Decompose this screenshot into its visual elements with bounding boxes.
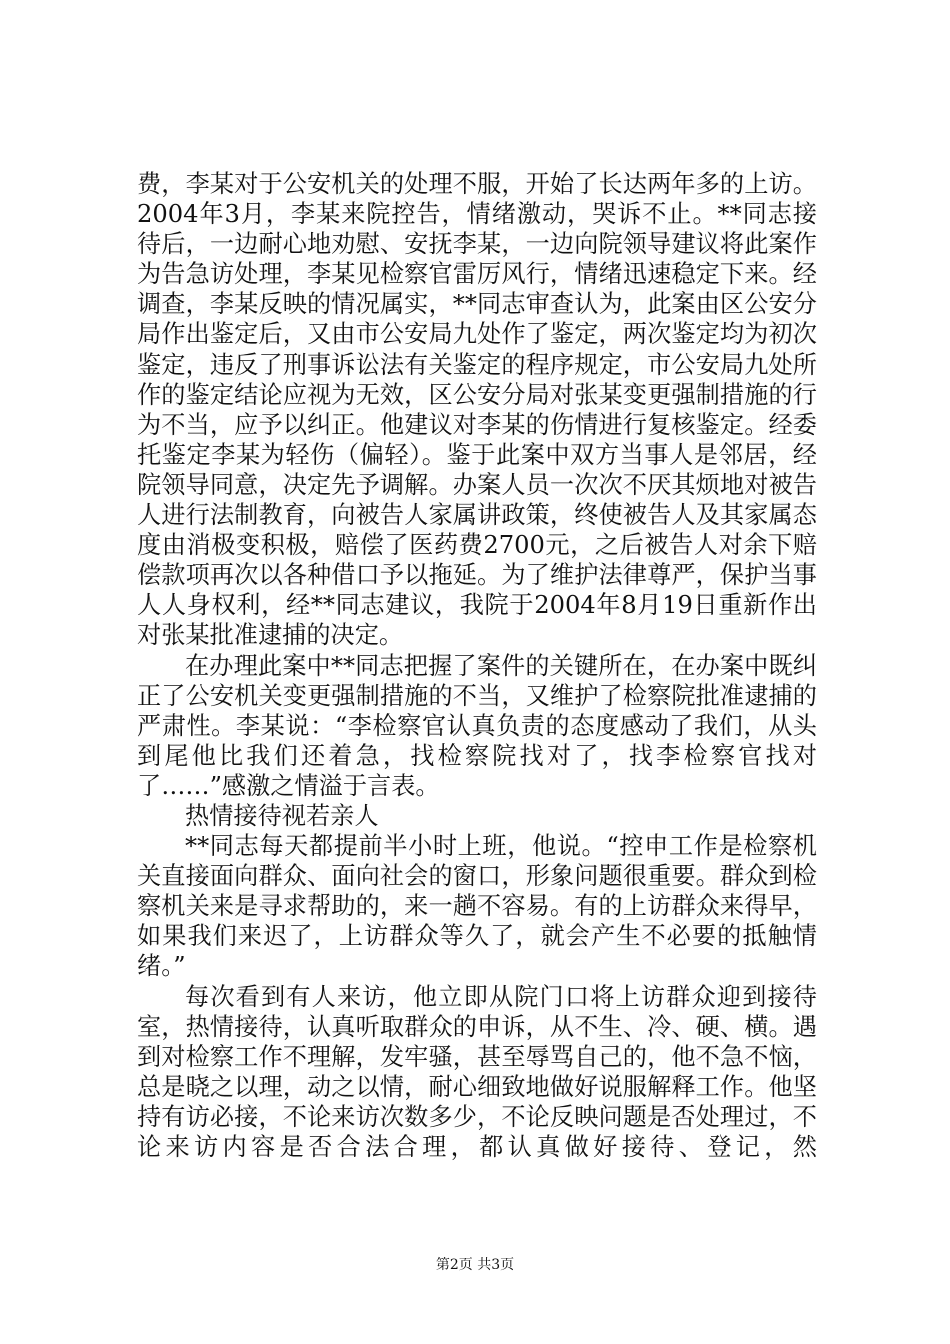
document-body (137, 169, 817, 1162)
paragraph-early-arrival: **同志每天都提前半小时上班，他说。“控申工作是检察机关直接面向群众、面向社会的窗口，形象问题很重要。群众到检察机关来是寻求帮助的，来一趟不容易。有的上访群众来得早，如果我们来迟了，上访群众等久了，就会产生不必要的抵触情绪。” (137, 832, 817, 981)
paragraph-continuation: 费，李某对于公安机关的处理不服，开始了长达两年多的上访。2004年3月，李某来院控告，情绪激动，哭诉不止。**同志接待后，一边耐心地劝慰、安抚李某，一边向院领导建议将此案作为告急访处理，李某见检察官雷厉风行，情绪迅速稳定下来。经调查，李某反映的情况属实，**同志审查认为，此案由区公安分局作出鉴定后，又由市公安局九处作了鉴定，两次鉴定均为初次鉴定，违反了刑事诉讼法有关鉴定的程序规定，市公安局九处所作的鉴定结论应视为无效，区公安分局对张某变更强制措施的行为不当，应予以纠正。他建议对李某的伤情进行复核鉴定。经委托鉴定李某为轻伤（偏轻）。鉴于此案中双方当事人是邻居，经院领导同意，决定先予调解。办案人员一次次不厌其烦地对被告人进行法制教育，向被告人家属讲政策，终使被告人及其家属态度由消极变积极，赔偿了医药费2700元，之后被告人对余下赔偿款项再次以各种借口予以拖延。为了维护法律尊严，保护当事人人身权利，经**同志建议，我院于2004年8月19日重新作出对张某批准逮捕的决定。 (137, 170, 817, 650)
section-heading: 热情接待视若亲人 (185, 801, 379, 830)
page-number-footer: 第2页 共3页 (435, 1257, 515, 1273)
paragraph-reception: 每次看到有人来访，他立即从院门口将上访群众迎到接待室，热情接待，认真听取群众的申诉，从不生、冷、硬、横。遇到对检察工作不理解，发牢骚，甚至辱骂自己的，他不急不恼，总是晓之以理，动之以情，耐心细致地做好说服解释工作。他坚持有访必接，不论来访次数多少，不论反映问题是否处理过，不论来访内容是否合法合理，都认真做好接待、登记，然 (137, 982, 817, 1161)
paragraph-case-handling: 在办理此案中**同志把握了案件的关键所在，在办案中既纠正了公安机关变更强制措施的不当，又维护了检察院批准逮捕的严肃性。李某说：“李检察官认真负责的态度感动了我们，从头到尾他比我们还着急，找检察院找对了，找李检察官找对了……”感激之情溢于言表。 (137, 651, 817, 800)
